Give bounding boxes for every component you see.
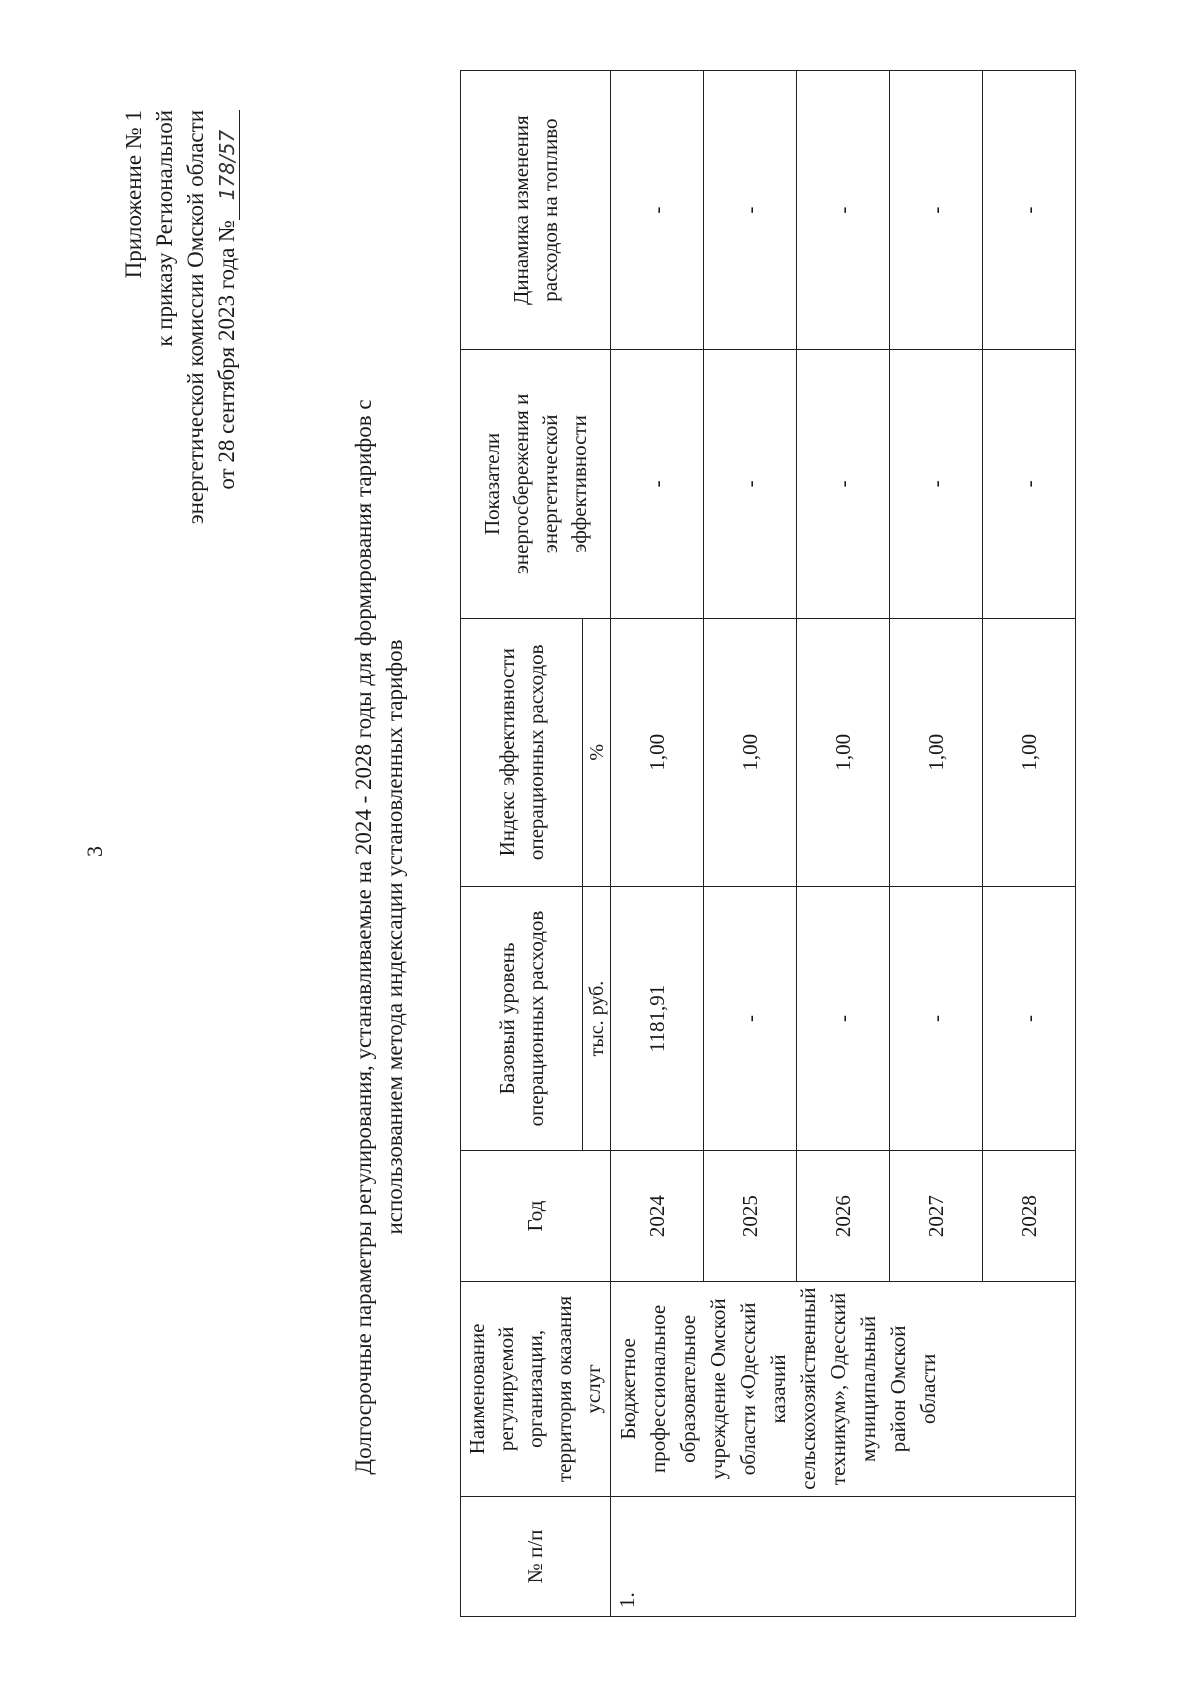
title-line-2: использованием метода индексации установленных тарифов (382, 639, 407, 1235)
cell-efficiency-index: 1,00 (797, 618, 890, 886)
cell-base-level: - (890, 886, 983, 1150)
cell-fuel-dynamics: - (704, 71, 797, 350)
cell-efficiency-index: 1,00 (704, 618, 797, 886)
title-line-1: Долгосрочные параметры регулирования, устанавливаемые на 2024 - 2028 годы для формирования тарифов с (351, 399, 376, 1475)
cell-base-level: - (704, 886, 797, 1150)
cell-base-level: - (797, 886, 890, 1150)
cell-efficiency-index: 1,00 (611, 618, 704, 886)
cell-energy-saving: - (704, 350, 797, 618)
document-title (348, 287, 410, 1587)
cell-year: 2028 (983, 1151, 1076, 1282)
parameters-table (460, 70, 1076, 1617)
cell-energy-saving: - (797, 350, 890, 618)
cell-energy-saving: - (611, 350, 704, 618)
unit-efficiency-index: % (583, 618, 611, 886)
header-energy-saving: Показатели энергосбережения и энергетической эффективности (461, 350, 611, 618)
header-base-level: Базовый уровень операционных расходов (461, 886, 583, 1150)
cell-fuel-dynamics: - (611, 71, 704, 350)
table-header-row (461, 71, 583, 1617)
cell-efficiency-index: 1,00 (983, 618, 1076, 886)
unit-base-level: тыс. руб. (583, 886, 611, 1150)
cell-year: 2026 (797, 1151, 890, 1282)
header-year: Год (461, 1151, 611, 1282)
organization-name: Бюджетное профессиональное образовательное учреждение Омской области «Одесский казачий сельскохозяйственный техникум», Одесский муниципальный район Омской области (611, 1282, 1076, 1497)
table-row (611, 71, 704, 1617)
approval-line-4 (211, 110, 242, 524)
approval-block (118, 110, 242, 524)
cell-energy-saving: - (983, 350, 1076, 618)
cell-year: 2024 (611, 1151, 704, 1282)
header-efficiency-index: Индекс эффективности операционных расходов (461, 618, 583, 886)
cell-fuel-dynamics: - (983, 71, 1076, 350)
approval-line-3: энергетической комиссии Омской области (183, 110, 208, 525)
cell-base-level: - (983, 886, 1076, 1150)
cell-year: 2027 (890, 1151, 983, 1282)
header-fuel-dynamics: Динамика изменения расходов на топливо (461, 71, 611, 350)
cell-fuel-dynamics: - (797, 71, 890, 350)
approval-line-2: к приказу Региональной (152, 110, 177, 347)
approval-date-prefix: от 28 сентября 2023 года № (214, 220, 239, 490)
page-number: 3 (82, 846, 107, 857)
cell-efficiency-index: 1,00 (890, 618, 983, 886)
order-number-handwritten: 178/57 (215, 110, 240, 220)
cell-energy-saving: - (890, 350, 983, 618)
row-number: 1. (611, 1496, 1076, 1616)
cell-year: 2025 (704, 1151, 797, 1282)
header-num: № п/п (461, 1496, 611, 1616)
approval-line-1: Приложение № 1 (121, 110, 146, 279)
cell-fuel-dynamics: - (890, 71, 983, 350)
cell-base-level: 1181,91 (611, 886, 704, 1150)
header-organization: Наименование регулируемой организации, территория оказания услуг (461, 1282, 611, 1497)
